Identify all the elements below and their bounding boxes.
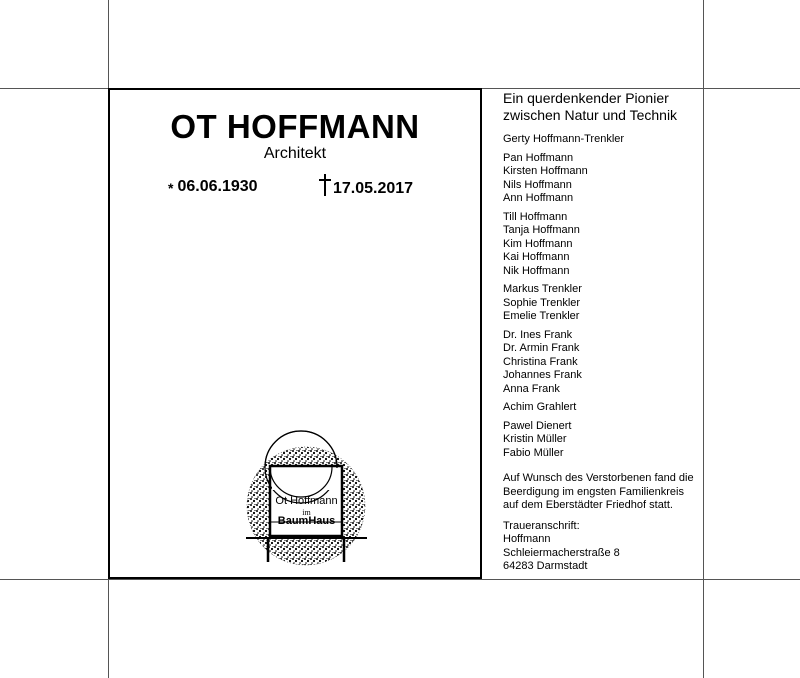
obituary-notice [108, 88, 482, 579]
mourner-group-trenkler [503, 283, 703, 324]
mourner-name: Fabio Müller [503, 446, 564, 459]
birth-date: 06.06.1930 [177, 178, 258, 195]
mourner-name: Pan Hoffmann [503, 151, 574, 164]
mourner-name: Markus Trenkler [503, 283, 582, 295]
address-line: Hoffmann [503, 533, 551, 545]
mourner-name: Dr. Armin Frank [503, 342, 580, 354]
mourner-group-frank [503, 329, 703, 397]
heading-line-1: Ein querdenkender Pionier [503, 90, 669, 106]
death-date: 17.05.2017 [333, 180, 414, 197]
address-line: Schleiermacherstraße 8 [503, 546, 620, 559]
address-line: 64283 Darmstadt [503, 560, 588, 572]
mourner-group-pan [503, 152, 703, 206]
mourner-name: Gerty Hoffmann-Trenkler [503, 133, 625, 145]
mourner-name: Achim Grahlert [503, 401, 577, 413]
mourner-name: Sophie Trenkler [503, 296, 581, 309]
mourner-name: Christina Frank [503, 355, 578, 368]
text-column [503, 88, 703, 580]
mourner-name: Nik Hoffmann [503, 264, 570, 277]
mourner-name: Kim Hoffmann [503, 237, 573, 250]
funeral-note-line: auf dem Eberstädter Friedhof statt. [503, 499, 673, 511]
mourner-name: Johannes Frank [503, 369, 582, 381]
mourner-name: Kai Hoffmann [503, 251, 570, 263]
heading [503, 90, 703, 124]
mourner-name: Pawel Dienert [503, 419, 572, 432]
guide-line-right [703, 0, 704, 678]
logo-line-2: im [302, 508, 311, 517]
mourner-name: Ann Hoffmann [503, 192, 574, 204]
mourning-address [503, 520, 703, 574]
mourner-name: Kristin Müller [503, 433, 567, 445]
heading-line-2: zwischen Natur und Technik [503, 107, 678, 123]
mourner-group-spouse [503, 133, 703, 147]
funeral-note-line: Auf Wunsch des Verstorbenen fand die [503, 472, 694, 484]
cross-icon [319, 174, 331, 196]
logo-line-3: BaumHaus [277, 515, 336, 527]
mourner-name: Tanja Hoffmann [503, 224, 580, 236]
mourner-name: Anna Frank [503, 382, 560, 395]
logo-line-1: Ot Hoffmann [275, 495, 338, 507]
baumhaus-logo [244, 426, 369, 566]
mourner-group-grahlert [503, 401, 703, 415]
mourner-group-till [503, 211, 703, 279]
mourner-name: Emelie Trenkler [503, 310, 580, 322]
birth [168, 178, 258, 196]
address-label: Traueranschrift: [503, 519, 580, 532]
profession: Architekt [263, 145, 327, 162]
death [319, 174, 413, 198]
birth-symbol: * [168, 180, 174, 196]
mourner-name: Kirsten Hoffmann [503, 165, 588, 177]
deceased-name: OT HOFFMANN [170, 108, 420, 145]
mourner-group-dienert [503, 420, 703, 461]
mourner-name: Nils Hoffmann [503, 178, 572, 191]
funeral-note-line: Beerdigung im engsten Familienkreis [503, 485, 684, 498]
funeral-note [503, 472, 703, 513]
mourner-name: Till Hoffmann [503, 210, 568, 223]
mourner-name: Dr. Ines Frank [503, 328, 573, 341]
